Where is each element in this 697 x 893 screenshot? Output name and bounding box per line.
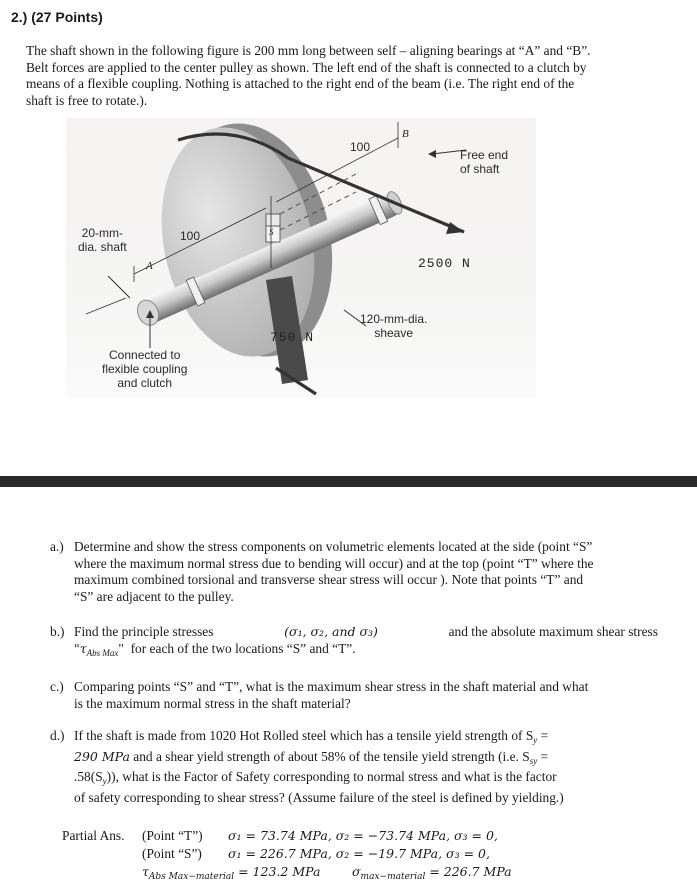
question-b-tag: b.) <box>50 624 65 639</box>
label-line: 20-mm- <box>81 226 124 240</box>
question-d <box>50 728 658 805</box>
question-line: Determine and show the stress components on volumetric elements located at the side (point “S” <box>74 539 593 554</box>
question-line <box>74 641 658 662</box>
intro-line: The shaft shown in the following figure is 200 mm long between self – aligning bearings at “A” and “B”. <box>26 43 591 58</box>
partial-answer-label: Partial Ans. <box>62 828 125 843</box>
force-2500-label: 2500 N <box>418 256 471 271</box>
text: = <box>537 728 549 743</box>
question-c-text <box>74 679 658 712</box>
label-line: and clutch <box>117 376 173 390</box>
text: = <box>537 748 549 764</box>
sigma-value: = 226.7 MPa <box>425 864 512 879</box>
question-line: where the maximum normal stress due to bending will occur) and at the top (point “T” where the <box>74 555 594 571</box>
tau-symbol: "τ <box>74 640 87 656</box>
sheave-label <box>360 312 427 340</box>
tau-abs-max-material <box>142 863 320 886</box>
shaft-diameter-label <box>78 226 127 254</box>
question-c <box>50 679 658 713</box>
question-line: is the maximum normal stress in the shaft material? <box>74 695 351 711</box>
free-end-label <box>460 148 508 176</box>
question-line: Comparing points “S” and “T”, what is the maximum shear stress in the shaft material and what <box>74 679 589 694</box>
point-s-stresses: σ₁ = 226.7 MPa, σ₂ = −19.7 MPa, σ₃ = 0, <box>228 846 490 861</box>
question-d-text <box>74 728 658 806</box>
question-line <box>74 769 658 790</box>
question-b-post: and the absolute maximum shear stress <box>448 624 658 639</box>
tau-symbol: τ <box>142 864 149 879</box>
question-b-pre: Find the principle stresses <box>74 624 214 639</box>
bearing-b-label: B <box>402 128 409 140</box>
question-line: of safety corresponding to shear stress? (Assume failure of the steel is defined by yielding.) <box>74 789 564 805</box>
question-c-tag: c.) <box>50 679 64 694</box>
question-a-tag: a.) <box>50 539 64 554</box>
question-d-tag: d.) <box>50 728 65 743</box>
label-line: Connected to <box>109 348 181 362</box>
sigma-subscript: max−material <box>360 872 426 882</box>
tau-value: = 123.2 MPa <box>234 864 321 879</box>
dimension-right-label: 100 <box>350 140 371 154</box>
coupling-label <box>102 348 187 390</box>
intro-line: shaft is free to rotate.). <box>26 92 148 108</box>
subscript: y <box>102 776 107 787</box>
bearing-a-label: A <box>146 260 153 272</box>
yield-strength-value: 290 MPa <box>74 748 130 764</box>
label-line: of shaft <box>460 162 500 176</box>
question-line <box>74 624 658 641</box>
intro-line: Belt forces are applied to the center pulley as shown. The left end of the shaft is connected to a clutch by <box>26 59 587 75</box>
tau-subscript: Abs Max <box>86 647 119 658</box>
question-a <box>50 539 658 607</box>
intro-line: means of a flexible coupling. Nothing is attached to the right end of the beam (i.e. The right end of the <box>26 76 575 92</box>
subscript: y <box>533 735 538 745</box>
text: and a shear yield strength of about 58% of the tensile yield strength (i.e. S <box>129 748 530 764</box>
point-t-label: (Point “T”) <box>142 828 203 843</box>
label-line: 120-mm-dia. <box>360 312 428 326</box>
shaft-pulley-figure <box>66 118 536 398</box>
question-line <box>74 749 658 770</box>
dimension-left-label: 100 <box>180 229 201 243</box>
partial-answer <box>62 827 582 883</box>
question-b-text <box>74 624 658 661</box>
label-line: dia. shaft <box>78 240 127 254</box>
text: )), what is the Factor of Safety corresponding to normal stress and what is the factor <box>106 769 557 785</box>
text: If the shaft is made from 1020 Hot Rolled steel which has a tensile yield strength of S <box>74 728 534 743</box>
text: .58(S <box>74 769 103 785</box>
tau-subscript: Abs Max−material <box>148 872 235 882</box>
label-line: Free end <box>460 148 509 162</box>
sigma-symbol: σ <box>352 864 361 879</box>
label-line: sheave <box>374 326 414 340</box>
question-b <box>50 624 658 664</box>
force-750-label: 750 N <box>270 330 315 345</box>
sigma-max-material <box>352 863 512 886</box>
question-b-line2: for each of the two locations “S” and “T”. <box>130 640 356 656</box>
question-line: maximum combined torsional and transverse shear stress will occur ). Note that points “T” and <box>74 572 584 588</box>
question-line: “S” are adjacent to the pulley. <box>74 588 234 604</box>
principal-stresses-symbols: (σ₁, σ₂, and σ₃) <box>284 624 378 639</box>
label-line: flexible coupling <box>102 362 188 376</box>
point-t-stresses: σ₁ = 73.74 MPa, σ₂ = −73.74 MPa, σ₃ = 0, <box>228 828 498 843</box>
subscript: sy <box>529 755 538 766</box>
question-a-text <box>74 539 658 605</box>
problem-intro <box>26 43 658 109</box>
point-s-label: S <box>269 227 274 237</box>
point-s-label: (Point “S”) <box>142 846 202 861</box>
problem-heading: 2.) (27 Points) <box>11 9 103 25</box>
question-line <box>74 728 658 749</box>
section-divider <box>0 476 697 487</box>
quote-close: " <box>118 640 124 656</box>
